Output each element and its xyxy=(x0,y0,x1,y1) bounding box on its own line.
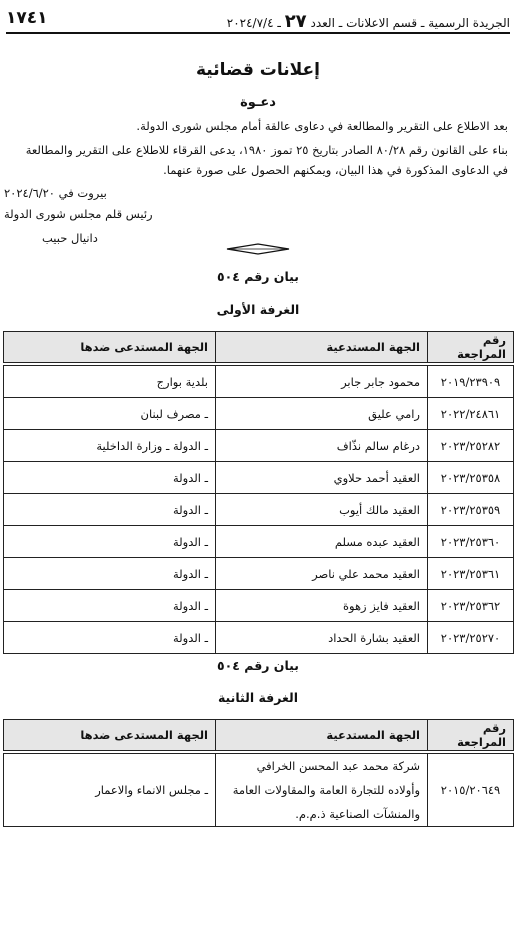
table-row xyxy=(4,590,514,622)
page-header xyxy=(6,6,510,34)
statement-1-chamber: الغرفة الأولى xyxy=(216,302,300,317)
table-row xyxy=(4,430,514,462)
case-ref: ٢٠١٩/٢٣٩٠٩ xyxy=(428,366,514,398)
notice-title: دعـوة xyxy=(240,95,276,110)
case-ref: ٢٠٢٣/٢٥٢٨٢ xyxy=(428,430,514,462)
statement-2-title: بيان رقم ٥٠٤ xyxy=(217,658,299,673)
case-claimant: العقيد فايز زهوة xyxy=(216,590,428,622)
case-claimant: العقيد محمد علي ناصر xyxy=(216,558,428,590)
case-claimant: العقيد بشارة الحداد xyxy=(216,622,428,654)
claimant-line: والمنشآت الصناعية ذ.م.م. xyxy=(295,807,420,821)
notice-paragraph-2-line-2: في الدعاوى المذكورة في هذا البيان، ويمكنهم الحصول على صورة عنهما. xyxy=(163,163,508,177)
column-header-ref: رقم المراجعة xyxy=(428,720,514,751)
page-number: ١٧٤١ xyxy=(6,8,48,28)
case-claimant xyxy=(216,754,428,827)
column-header-claimant: الجهة المستدعية xyxy=(216,332,428,363)
column-header-defendant: الجهة المستدعى ضدها xyxy=(4,720,216,751)
case-claimant: العقيد عبده مسلم xyxy=(216,526,428,558)
statement-2-chamber: الغرفة الثانية xyxy=(217,690,299,705)
table-row xyxy=(4,462,514,494)
case-ref: ٢٠٢٣/٢٥٣٥٨ xyxy=(428,462,514,494)
signer-name: دانيال حبيب xyxy=(42,231,98,245)
issue-number: ٢٧ xyxy=(284,11,307,32)
case-defendant: ـ الدولة ـ وزارة الداخلية xyxy=(4,430,216,462)
case-defendant: ـ الدولة xyxy=(4,622,216,654)
table-header-row xyxy=(4,332,514,363)
case-claimant: رامي عليق xyxy=(216,398,428,430)
case-claimant: العقيد مالك أيوب xyxy=(216,494,428,526)
gazette-name: الجريدة الرسمية ـ قسم الاعلانات ـ العدد xyxy=(310,16,510,30)
table-header-row xyxy=(4,720,514,751)
notice-paragraph-2-line-1: بناء على القانون رقم ٨٠/٢٨ الصادر بتاريخ ٢٥ تموز ١٩٨٠، يدعى القرقاء للاطلاع على التقرير والمطالعة xyxy=(25,143,508,157)
case-defendant: ـ الدولة xyxy=(4,558,216,590)
case-ref: ٢٠٢٣/٢٥٣٦٢ xyxy=(428,590,514,622)
table-row xyxy=(4,494,514,526)
table-row xyxy=(4,366,514,398)
case-defendant: ـ الدولة xyxy=(4,526,216,558)
case-claimant: محمود جابر جابر xyxy=(216,366,428,398)
claimant-line: شركة محمد عبد المحسن الخرافي xyxy=(256,759,420,773)
statement-1-title: بيان رقم ٥٠٤ xyxy=(217,269,299,284)
table-row xyxy=(4,398,514,430)
claimant-line: وأولاده للتجارة العامة والمقاولات العامة xyxy=(232,783,420,797)
case-defendant: بلدية بوارج xyxy=(4,366,216,398)
case-defendant: ـ الدولة xyxy=(4,494,216,526)
table-row xyxy=(4,558,514,590)
case-ref: ٢٠٢٣/٢٥٣٦١ xyxy=(428,558,514,590)
column-header-defendant: الجهة المستدعى ضدها xyxy=(4,332,216,363)
notice-paragraph-1: بعد الاطلاع على التقرير والمطالعة في دعاوى عالقة أمام مجلس شورى الدولة. xyxy=(136,119,508,133)
case-ref: ٢٠٢٣/٢٥٢٧٠ xyxy=(428,622,514,654)
section-title: إعلانات قضائية xyxy=(195,60,320,80)
case-ref: ٢٠٢٢/٢٤٨٦١ xyxy=(428,398,514,430)
case-defendant: ـ الدولة xyxy=(4,462,216,494)
case-ref: ٢٠٢٣/٢٥٣٥٩ xyxy=(428,494,514,526)
table-row xyxy=(4,526,514,558)
case-defendant: ـ مجلس الانماء والاعمار xyxy=(4,754,216,827)
case-defendant: ـ مصرف لبنان xyxy=(4,398,216,430)
case-defendant: ـ الدولة xyxy=(4,590,216,622)
issue-date: ـ ٢٠٢٤/٧/٤ xyxy=(226,16,281,30)
diamond-divider xyxy=(226,243,290,255)
case-claimant: العقيد أحمد حلاوي xyxy=(216,462,428,494)
column-header-claimant: الجهة المستدعية xyxy=(216,720,428,751)
cases-table-second-chamber xyxy=(3,719,514,827)
column-header-ref: رقم المراجعة xyxy=(428,332,514,363)
case-ref: ٢٠٢٣/٢٥٣٦٠ xyxy=(428,526,514,558)
place-date: بيروت في ٢٠٢٤/٦/٢٠ xyxy=(4,186,107,200)
cases-table-first-chamber xyxy=(3,331,514,654)
case-claimant: درغام سالم نذّاف xyxy=(216,430,428,462)
running-head xyxy=(227,11,510,32)
case-ref: ٢٠١٥/٢٠٦٤٩ xyxy=(428,754,514,827)
table-row xyxy=(4,622,514,654)
signer-title: رئيس قلم مجلس شورى الدولة xyxy=(4,207,153,221)
table-row xyxy=(4,754,514,827)
